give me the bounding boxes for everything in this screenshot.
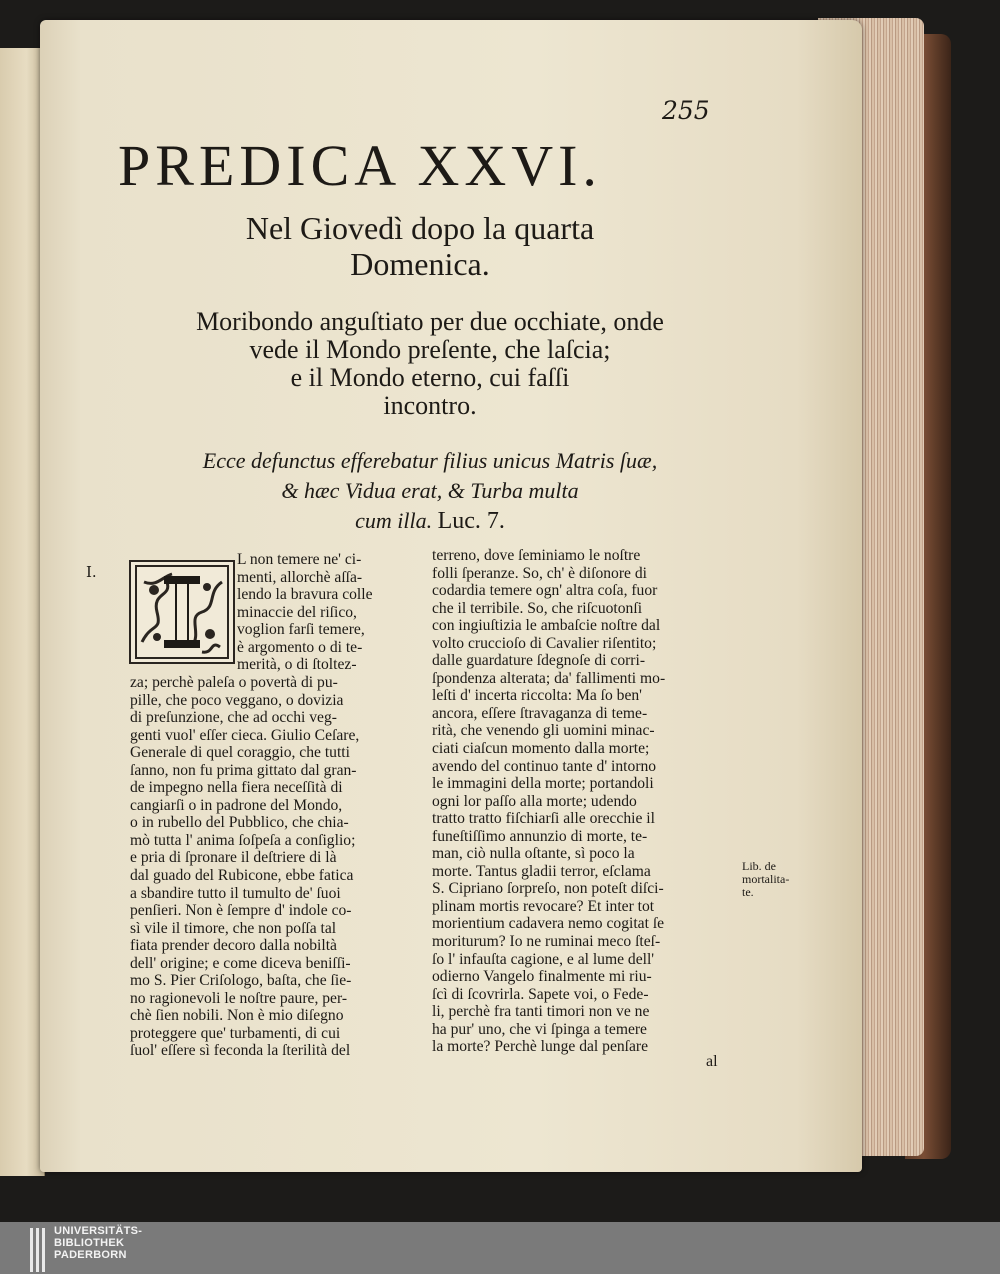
text-line: avendo del continuo tante d' intorno [432, 757, 657, 775]
text-line: funeſtiſſimo annunzio di morte, te- [432, 827, 648, 845]
summary-line: vede il Mondo preſente, che laſcia; [249, 335, 611, 364]
text-line: plinam mortis revocare? Et inter tot [432, 897, 655, 915]
library-logo-text: UNIVERSITÄTS- BIBLIOTHEK PADERBORN [54, 1225, 143, 1261]
text-line: penſieri. Non è ſempre d' indole co- [130, 902, 352, 920]
text-line: terreno, dove ſeminiamo le noſtre [432, 547, 641, 564]
text-line: ſanno, non fu prima gittato dal gran- [130, 761, 357, 779]
text-line: S. Cipriano ſorpreſo, non poteſt diſci- [432, 880, 664, 898]
text-line: genti vuol' eſſer cieca. Giulio Ceſare, [130, 726, 360, 744]
marginal-note: Lib. de mortalita- te. [742, 859, 790, 899]
text-line: menti, allorchè aſſa- [237, 568, 363, 586]
column-left-top [237, 551, 373, 674]
text-line: za; perchè paleſa o povertà di pu- [130, 674, 338, 691]
text-line: dell' origine; e come diceva beniſſi- [130, 954, 351, 972]
text-line: ancora, eſſere ſtravaganza di teme- [432, 704, 648, 722]
text-line: voglion farſi temere, [237, 621, 365, 639]
sermon-summary [110, 308, 750, 420]
text-line: e pria di ſpronare il deſtriere di là [130, 849, 337, 867]
text-line: che il terribile. So, che riſcuotonſi [432, 599, 643, 617]
text-line: odierno Vangelo finalmente mi riu- [432, 968, 652, 986]
text-line: folli ſperanze. So, ch' è diſonore di [432, 564, 647, 582]
text-line: volto cruccioſo di Cavalier riſentito; [432, 634, 657, 652]
decorated-initial-icon [129, 560, 235, 664]
text-line: li, perchè fra tanti timori non ve ne [432, 1003, 650, 1021]
text-line: merità, o di ſtoltez- [237, 656, 357, 674]
text-line: a sbandire tutto il tumulto de' ſuoi [130, 884, 341, 902]
text-line: proteggere que' turbamenti, di cui [130, 1024, 341, 1042]
text-line: L non temere ne' ci- [237, 551, 362, 568]
left-page-edge [0, 48, 45, 1176]
text-line: ſo l' infauſta cagione, e al lume dell' [432, 950, 655, 968]
column-right [432, 547, 665, 1056]
text-line: leſti d' incerta riccolta: Ma ſo ben' [432, 687, 642, 705]
text-line: man, ciò nulla oſtante, sì poco la [432, 845, 635, 863]
summary-line: incontro. [383, 391, 477, 420]
text-line: o in rubello del Pubblico, che chia- [130, 814, 349, 832]
text-line: le immagini della morte; portandoli [432, 775, 654, 793]
page-number: 255 [662, 96, 710, 125]
epigraph-line: & hæc Vidua erat, & Turba multa [281, 478, 579, 503]
text-line: pille, che poco veggano, o dovizia [130, 691, 344, 709]
epigraph-reference: Luc. 7. [437, 508, 505, 534]
text-line: ſcì di ſcovrirla. Sapete voi, o Fede- [432, 985, 649, 1003]
text-line: no ragionevoli le noſtre paure, per- [130, 989, 348, 1007]
column-left [130, 674, 359, 1060]
text-line: rità, che venendo gli uomini minac- [432, 722, 655, 740]
text-line: sì vile il timore, che non poſſa tal [130, 919, 337, 937]
text-line: ſuol' eſſere sì feconda la ſterilità del [130, 1042, 351, 1060]
epigraph-line: cum illa. [355, 508, 433, 533]
text-line: ſpondenza alterata; da' fallimenti mo- [432, 669, 666, 687]
text-line: lendo la bravura colle [237, 586, 373, 604]
text-line: fiata prender decoro dalla nobiltà [130, 937, 337, 955]
text-line: mo S. Pier Criſologo, baſta, che ſie- [130, 972, 352, 990]
text-line: minaccie del riſico, [237, 603, 357, 621]
text-line: dal guado del Rubicone, ebbe fatica [130, 867, 354, 885]
subtitle-line: Domenica. [350, 246, 490, 282]
text-line: moriturum? Io ne ruminai meco ſteſ- [432, 933, 661, 951]
sermon-subtitle [100, 210, 740, 282]
library-logo-icon [30, 1228, 46, 1272]
text-line: de impegno nella fiera neceſſità di [130, 779, 343, 797]
catchword: al [706, 1053, 718, 1070]
library-footer [0, 1222, 1000, 1274]
text-line: dalle guardature ſdegnoſe di corri- [432, 652, 646, 670]
epigraph-line: Ecce defunctus efferebatur filius unicus Matris ſuæ, [202, 448, 658, 473]
sermon-title: PREDICA XXVI. [118, 133, 602, 198]
subtitle-line: Nel Giovedì dopo la quarta [245, 210, 595, 246]
text-line: è argomento o di te- [237, 638, 363, 656]
summary-line: e il Mondo eterno, cui faſſi [290, 363, 570, 392]
text-line: con ingiuſtizia le ambaſcie noſtre dal [432, 617, 661, 635]
section-number: I. [86, 563, 97, 581]
text-line: tratto tratto fiſchiarſi alle orecchie il [432, 810, 655, 828]
text-line: ha pur' uno, che vi ſpinga a temere [432, 1020, 647, 1038]
text-line: Generale di quel coraggio, che tutti [130, 744, 350, 762]
text-line: codardia temere ogn' altra coſa, fuor [432, 582, 658, 600]
text-line: la morte? Perchè lunge dal penſare [432, 1038, 649, 1056]
text-line: mò tutta l' anima ſoſpeſa a conſiglio; [130, 831, 356, 849]
text-line: ciati ciaſcun momento dalla morte; [432, 740, 650, 758]
summary-line: Moribondo anguſtiato per due occhiate, onde [196, 307, 664, 336]
text-line: chè ſien nobili. Non è mio diſegno [130, 1007, 344, 1025]
text-line: di preſunzione, che ad occhi veg- [130, 709, 337, 727]
text-line: cangiarſi o in padrone del Mondo, [130, 796, 343, 814]
text-line: morte. Tantus gladii terror, eſclama [432, 862, 651, 880]
epigraph [120, 446, 740, 536]
text-line: morientium cadavera nemo cogitat ſe [432, 915, 665, 933]
text-line: ogni lor paſſo alla morte; udendo [432, 792, 637, 810]
